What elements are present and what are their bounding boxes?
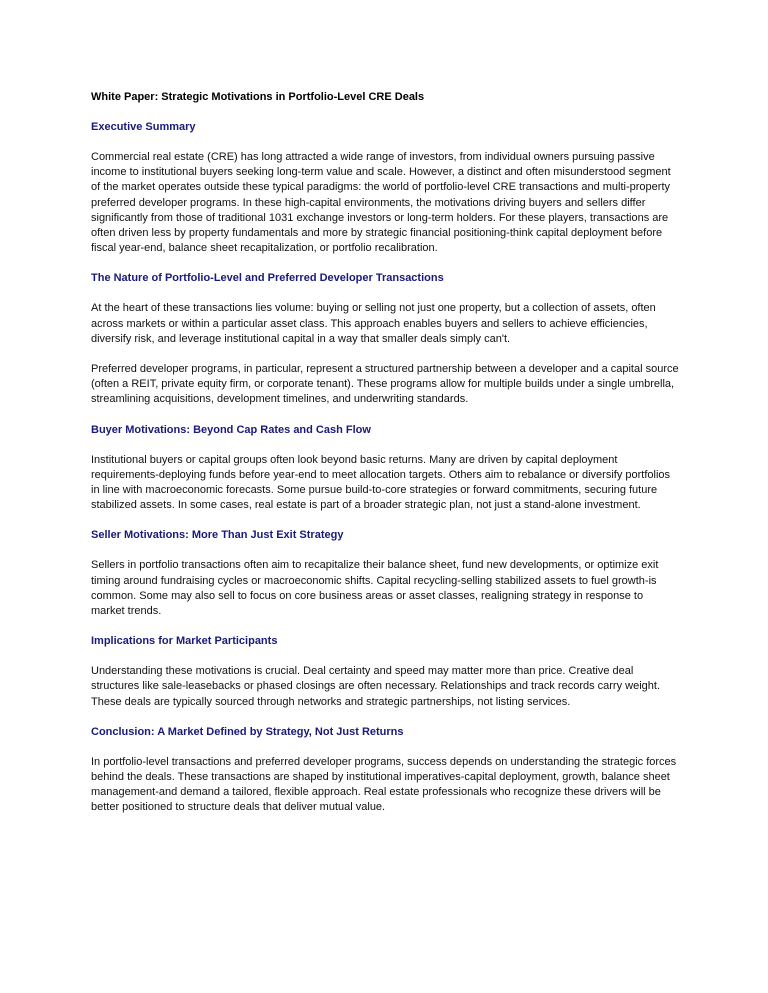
section-buyer-motivations [91,423,679,514]
section-executive-summary [91,120,679,256]
section-heading: Executive Summary [91,121,196,133]
section-heading: Seller Motivations: More Than Just Exit Strategy [91,529,344,542]
paragraph: In portfolio-level transactions and preferred developer programs, success depends on understanding the strategic forces behind the deals. These transactions are shaped by institutional imperatives-capital deployment, growth, balance sheet management-and demand a tailored, flexible approach. Real estate professionals who recognize these drivers will be better positioned to structure deals that deliver mutual value. [91,755,677,814]
document-page [91,90,679,831]
section-nature-of-transactions [91,271,679,407]
paragraph: Sellers in portfolio transactions often aim to recapitalize their balance sheet, fund new developments, or optimize exit timing around fundraising cycles or macroeconomic shifts. Capital recycling-selling stabilized assets to fuel growth-is common. Some may also sell to focus on core business areas or asset classes, realigning strategy in response to market trends. [91,559,659,618]
paragraph: Institutional buyers or capital groups often look beyond basic returns. Many are driven by capital deployment requirements-deploying funds before year-end to meet allocation targets. Others aim to rebalance or diversify portfolios in line with macroeconomic forecasts. Some pursue build-to-core strategies or forward commitments, securing future stabilized assets. In some cases, real estate is part of a broader strategic plan, not just a stand-alone investment. [91,453,671,512]
section-heading: Buyer Motivations: Beyond Cap Rates and Cash Flow [91,423,371,436]
document-title: White Paper: Strategic Motivations in Portfolio-Level CRE Deals [91,91,425,103]
paragraph: At the heart of these transactions lies volume: buying or selling not just one property, but a collection of assets, often across markets or within a particular asset class. This approach enables buyers and sellers to achieve efficiencies, diversify risk, and leverage institutional capital in a way that smaller deals simply can't. [91,302,656,345]
paragraph: Preferred developer programs, in particular, represent a structured partnership between a developer and a capital source (often a REIT, private equity firm, or corporate tenant). These programs allow for multiple builds under a single umbrella, streamlining acquisitions, development timelines, and underwriting standards. [91,363,679,406]
paragraph: Commercial real estate (CRE) has long attracted a wide range of investors, from individual owners pursuing passive income to institutional buyers seeking long-term value and scale. However, a distinct and often misunderstood segment of the market operates outside these typical paradigms: the world of portfolio-level CRE transactions and multi-property preferred developer programs. In these high-capital environments, the motivations driving buyers and sellers differ significantly from those of traditional 1031 exchange investors or long-term holders. For these players, transactions are often driven less by property fundamentals and more by strategic financial positioning-think capital deployment before fiscal year-end, balance sheet recapitalization, or portfolio recalibration. [91,151,671,255]
section-implications [91,634,679,710]
section-heading: The Nature of Portfolio-Level and Preferred Developer Transactions [91,272,444,285]
section-heading: Conclusion: A Market Defined by Strategy, Not Just Returns [91,725,404,738]
paragraph: Understanding these motivations is crucial. Deal certainty and speed may matter more than price. Creative deal structures like sale-leasebacks or phased closings are often necessary. Relationships and track records carry weight. These deals are typically sourced through networks and strategic partnerships, not listing services. [91,665,661,708]
section-heading: Implications for Market Participants [91,635,278,648]
section-conclusion [91,725,679,816]
section-seller-motivations [91,528,679,619]
